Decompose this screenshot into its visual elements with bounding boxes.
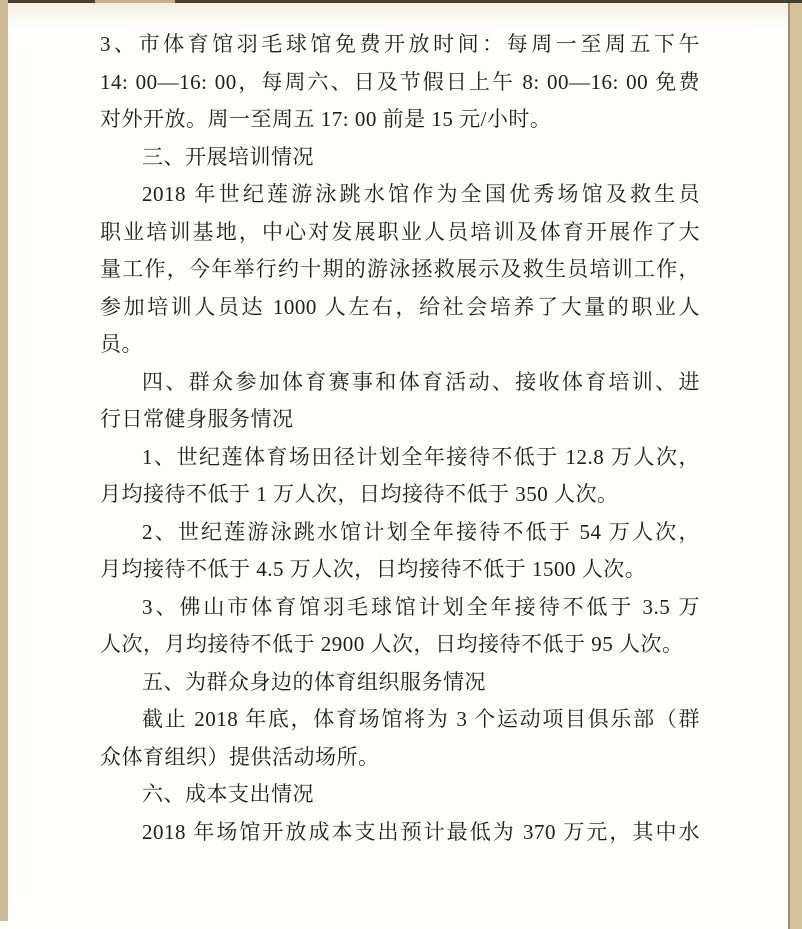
text-line: 人次，月均接待不低于 2900 人次，日均接待不低于 95 人次。 <box>100 632 684 656</box>
heading-section-3-training <box>100 139 700 177</box>
scan-right-edge <box>788 0 802 929</box>
text-line: 3、市体育馆羽毛球馆免费开放时间：每周一至周五下午 <box>100 32 700 56</box>
text-line: 员。 <box>100 332 143 356</box>
text-line: 3、佛山市体育馆羽毛球馆计划全年接待不低于 3.5 万 <box>142 594 700 619</box>
para-cost-estimate <box>100 814 700 852</box>
text-line: 五、为群众身边的体育组织服务情况 <box>142 669 486 694</box>
text-line: 1、世纪莲体育场田径计划全年接待不低于 12.8 万人次， <box>142 444 700 469</box>
text-line: 六、成本支出情况 <box>142 782 314 806</box>
text-line: 月均接待不低于 1 万人次，日均接待不低于 350 人次。 <box>100 482 619 506</box>
text-line: 2018 年世纪莲游泳跳水馆作为全国优秀场馆及救生员 <box>142 182 700 206</box>
heading-section-4-participation <box>100 364 700 439</box>
text-line: 对外开放。周一至周五 17: 00 前是 15 元/小时。 <box>100 107 552 131</box>
heading-section-5-organizations <box>100 664 700 702</box>
para-clubs-venues <box>100 701 700 776</box>
text-line: 众体育组织）提供活动场所。 <box>100 744 380 769</box>
text-line: 行日常健身服务情况 <box>100 407 294 431</box>
text-line: 参加培训人员达 1000 人左右，给社会培养了大量的职业人 <box>100 294 700 319</box>
text-line: 2018 年场馆开放成本支出预计最低为 370 万元，其中水 <box>142 819 700 844</box>
scan-top-edge-gap <box>95 0 175 3</box>
para-badminton-attendance <box>100 589 700 664</box>
para-training-details <box>100 176 700 364</box>
para-natatorium-attendance <box>100 514 700 589</box>
text-line: 截止 2018 年底，体育场馆将为 3 个运动项目俱乐部（群 <box>142 707 700 731</box>
scan-left-edge <box>0 0 8 921</box>
text-line: 月均接待不低于 4.5 万人次，日均接待不低于 1500 人次。 <box>100 557 647 581</box>
text-line: 14: 00—16: 00，每周六、日及节假日上午 8: 00—16: 00 免费 <box>100 69 700 94</box>
document-text-block <box>100 26 700 851</box>
para-stadium-attendance <box>100 439 700 514</box>
text-line: 三、开展培训情况 <box>142 144 314 169</box>
heading-section-6-costs <box>100 776 700 814</box>
text-line: 量工作，今年举行约十期的游泳拯救展示及救生员培训工作， <box>100 257 700 281</box>
text-line: 职业培训基地，中心对发展职业人员培训及体育开展作了大 <box>100 219 700 244</box>
para-badminton-free-hours <box>100 26 700 139</box>
text-line: 四、群众参加体育赛事和体育活动、接收体育培训、进 <box>142 369 700 394</box>
text-line: 2、世纪莲游泳跳水馆计划全年接待不低于 54 万人次， <box>142 519 700 544</box>
